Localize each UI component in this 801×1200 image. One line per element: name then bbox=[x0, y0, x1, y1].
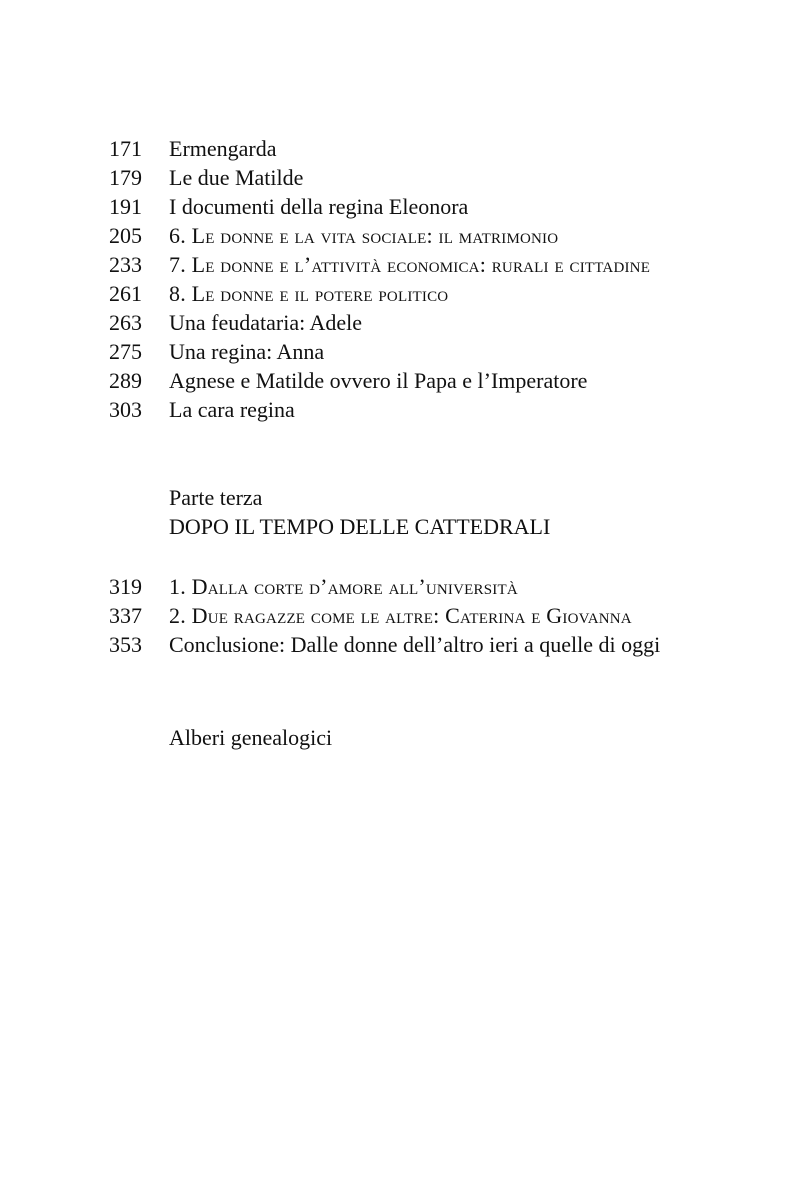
toc-page-number: 191 bbox=[109, 194, 142, 219]
toc-entry-title: Conclusione: Dalle donne dell’altro ieri a quelle di oggi bbox=[169, 632, 661, 657]
part-title: DOPO IL TEMPO DELLE CATTEDRALI bbox=[169, 514, 551, 539]
toc-entry-title: La cara regina bbox=[169, 397, 295, 422]
toc-chapter-title: 8. Le donne e il potere politico bbox=[169, 281, 449, 306]
toc-page-number: 261 bbox=[109, 281, 142, 306]
toc-list-part3 bbox=[109, 572, 694, 659]
toc-page-number: 171 bbox=[109, 136, 142, 161]
toc-entry bbox=[109, 192, 694, 221]
toc-page-number: 233 bbox=[109, 252, 142, 277]
part-label: Parte terza bbox=[169, 485, 263, 510]
appendix-entry: Alberi genealogici bbox=[169, 725, 333, 750]
toc-entry bbox=[109, 630, 694, 659]
toc-chapter-title: 2. Due ragazze come le altre: Caterina e Giovanna bbox=[169, 603, 632, 628]
toc-entry-title: Una regina: Anna bbox=[169, 339, 325, 364]
toc-chapter-entry bbox=[109, 279, 694, 308]
toc-chapter-title: 1. Dalla corte d’amore all’università bbox=[169, 574, 518, 599]
toc-chapter-entry bbox=[109, 221, 694, 250]
toc-chapter-entry bbox=[109, 250, 694, 279]
toc-page-number: 353 bbox=[109, 632, 142, 657]
toc-entry-title: Le due Matilde bbox=[169, 165, 304, 190]
toc-entry-title: I documenti della regina Eleonora bbox=[169, 194, 469, 219]
toc-page-number: 303 bbox=[109, 397, 142, 422]
toc-entry bbox=[109, 308, 694, 337]
toc-chapter-title: 6. Le donne e la vita sociale: il matrimonio bbox=[169, 223, 559, 248]
toc-page-number: 275 bbox=[109, 339, 142, 364]
toc-chapter-title: 7. Le donne e l’attività economica: rurali e cittadine bbox=[169, 252, 651, 277]
toc-list-part2 bbox=[109, 134, 694, 424]
toc-entry bbox=[109, 134, 694, 163]
toc-page-number: 319 bbox=[109, 574, 142, 599]
toc-entry-title: Ermengarda bbox=[169, 136, 277, 161]
toc-page-number: 263 bbox=[109, 310, 142, 335]
toc-entry-title: Una feudataria: Adele bbox=[169, 310, 363, 335]
toc-page-number: 205 bbox=[109, 223, 142, 248]
toc-entry bbox=[109, 366, 694, 395]
toc-page-number: 337 bbox=[109, 603, 142, 628]
toc-entry-title: Agnese e Matilde ovvero il Papa e l’Imperatore bbox=[169, 368, 588, 393]
toc-page-number: 289 bbox=[109, 368, 142, 393]
toc-entry bbox=[109, 395, 694, 424]
toc-entry bbox=[109, 163, 694, 192]
toc-chapter-entry bbox=[109, 572, 694, 601]
toc-page-number: 179 bbox=[109, 165, 142, 190]
part-heading bbox=[169, 483, 550, 541]
toc-entry bbox=[109, 337, 694, 366]
toc-chapter-entry bbox=[109, 601, 694, 630]
